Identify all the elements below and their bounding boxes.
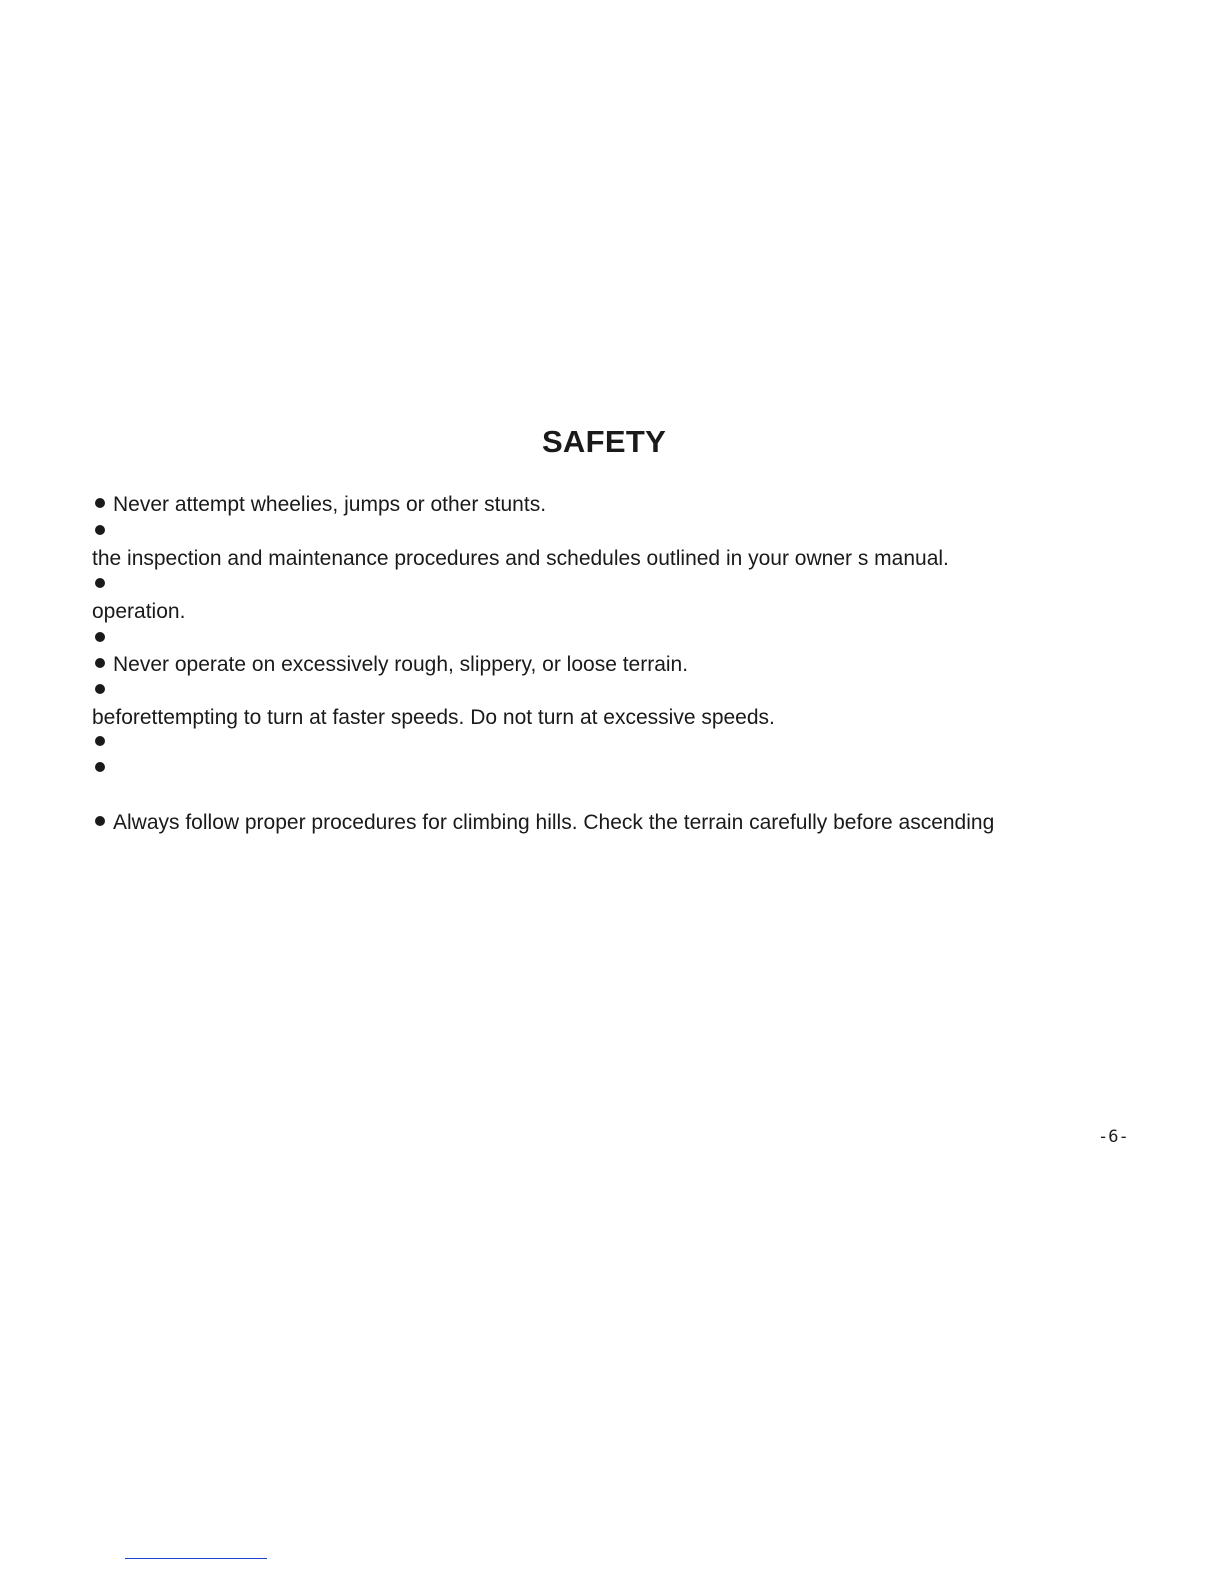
bullet-icon: [95, 658, 105, 668]
page-number: -6-: [1098, 1127, 1129, 1147]
safety-line: [92, 706, 775, 730]
footer-rule: [125, 1558, 267, 1559]
bullet-icon: [95, 736, 105, 746]
bullet-icon: [95, 578, 105, 588]
bullet-icon: [95, 762, 105, 772]
safety-line: [92, 520, 113, 544]
safety-line-text: operation.: [92, 600, 186, 623]
bullet-icon: [95, 816, 105, 826]
safety-line: [92, 653, 688, 677]
safety-line: [92, 573, 113, 597]
bullet-icon: [95, 632, 105, 642]
safety-line: [92, 493, 546, 517]
safety-line: [92, 600, 185, 624]
bullet-icon: [95, 498, 105, 508]
bullet-icon: [95, 684, 105, 694]
safety-line: [92, 811, 994, 835]
safety-line-text: Never attempt wheelies, jumps or other stunts.: [113, 493, 547, 516]
safety-line: [92, 679, 113, 703]
safety-line: [92, 731, 113, 755]
safety-line-text: beforettempting to turn at faster speeds. Do not turn at excessive speeds.: [92, 706, 775, 729]
bullet-icon: [95, 525, 105, 535]
safety-line-text: Never operate on excessively rough, slippery, or loose terrain.: [113, 653, 689, 676]
safety-line: [92, 547, 949, 571]
safety-line: [92, 757, 113, 781]
safety-line-text: the inspection and maintenance procedures and schedules outlined in your owner s manual.: [92, 547, 949, 570]
safety-line: [92, 627, 113, 651]
page-title: SAFETY: [541, 424, 667, 459]
safety-line-text: Always follow proper procedures for climbing hills. Check the terrain carefully before ascending: [113, 811, 995, 834]
